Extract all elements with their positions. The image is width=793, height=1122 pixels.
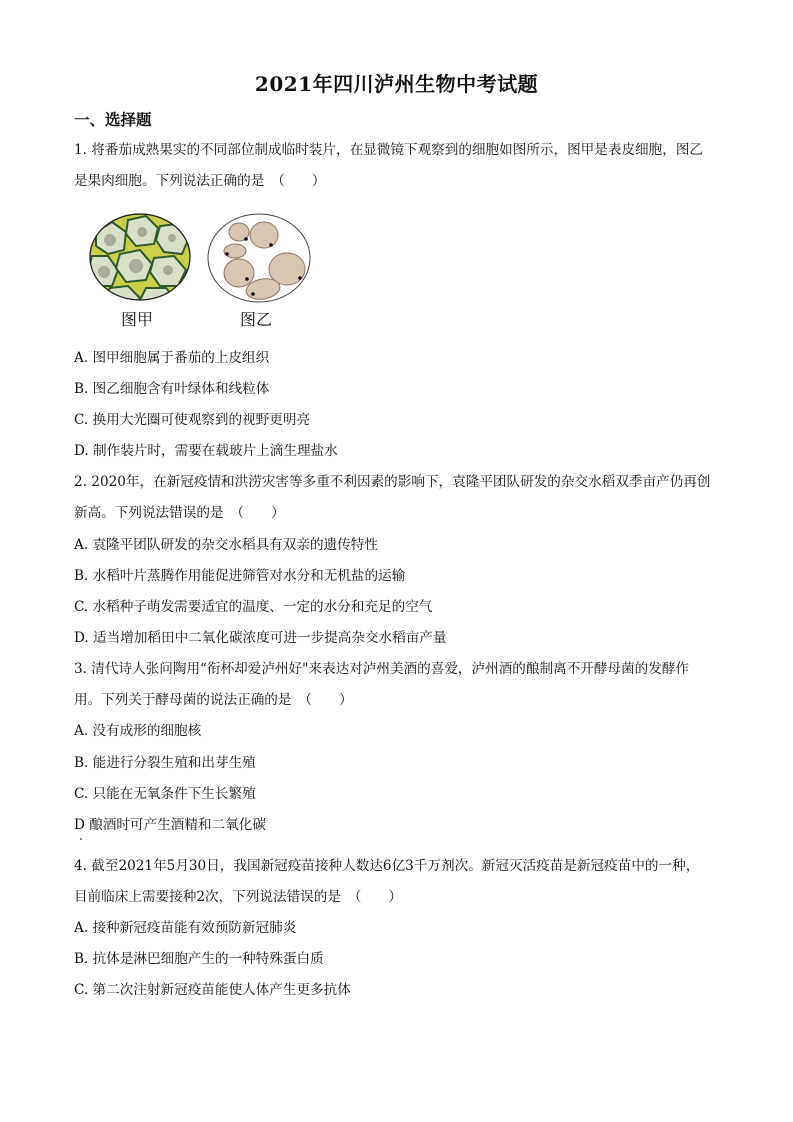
- figure-jia-caption: 图甲: [121, 310, 154, 329]
- question-2-option-b: B. 水稻叶片蒸腾作用能促进筛管对水分和无机盐的运输: [74, 568, 406, 584]
- question-4-stem-line2: 目前临床上需要接种2次，下列说法错误的是 （ ）: [74, 889, 403, 905]
- question-4-option-c: C. 第二次注射新冠疫苗能使人体产生更多抗体: [74, 982, 351, 998]
- question-3-option-d: D 酿酒时可产生酒精和二氧化碳: [74, 817, 266, 833]
- question-2-stem-line2: 新高。下列说法错误的是 （ ）: [74, 505, 285, 521]
- page-title: 2021年四川泸州生物中考试题: [254, 72, 539, 96]
- question-2-option-d: D. 适当增加稻田中二氧化碳浓度可进一步提高杂交水稻亩产量: [74, 630, 447, 646]
- question-2-option-c: C. 水稻种子萌发需要适宜的温度、一定的水分和充足的空气: [74, 599, 433, 615]
- question-4-stem-line1: 4. 截至2021年5月30日，我国新冠疫苗接种人数达6亿3千万剂次。新冠灭活疫苗是新冠疫苗中的一种，: [74, 858, 700, 874]
- question-3-stem-line2: 用。下列关于酵母菌的说法正确的是 （ ）: [74, 692, 353, 708]
- question-2-option-a: A. 袁隆平团队研发的杂交水稻具有双亲的遗传特性: [74, 537, 378, 553]
- question-3-stem-line1: 3. 清代诗人张问陶用“衔杯却爱泸州好"来表达对泸州美酒的喜爱，泸州酒的酿制离不开酵母菌的发酵作: [74, 661, 690, 677]
- question-1-figure: [88, 212, 318, 332]
- question-1-option-c: C. 换用大光圈可使观察到的视野更明亮: [74, 412, 311, 428]
- question-2-stem-line1: 2. 2020年，在新冠疫情和洪涝灾害等多重不利因素的影响下，袁隆平团队研发的杂交水稻双季亩产仍再创: [74, 474, 711, 490]
- figure-jia-image: [88, 212, 192, 306]
- question-4-option-b: B. 抗体是淋巴细胞产生的一种特殊蛋白质: [74, 951, 324, 967]
- figure-yi-caption: 图乙: [240, 310, 273, 329]
- question-3-option-b: B. 能进行分裂生殖和出芽生殖: [74, 755, 256, 771]
- question-1-stem-line1: 1. 将番茄成熟果实的不同部位制成临时装片，在显微镜下观察到的细胞如图所示，图甲是表皮细胞，图乙: [74, 142, 704, 158]
- question-1-option-a: A. 图甲细胞属于番茄的上皮组织: [74, 350, 270, 366]
- section-heading: 一、选择题: [74, 110, 152, 129]
- question-1-stem-line2: 是果肉细胞。下列说法正确的是 （ ）: [74, 173, 326, 189]
- question-1-option-b: B. 图乙细胞含有叶绿体和线粒体: [74, 381, 270, 397]
- question-1-option-d: D. 制作装片时，需要在载玻片上滴生理盐水: [74, 443, 338, 459]
- stray-mark: [80, 838, 82, 840]
- figure-yi-image: [206, 212, 312, 308]
- question-4-option-a: A. 接种新冠疫苗能有效预防新冠肺炎: [74, 920, 297, 936]
- question-3-option-c: C. 只能在无氧条件下生长繁殖: [74, 786, 256, 802]
- question-3-option-a: A. 没有成形的细胞核: [74, 723, 202, 739]
